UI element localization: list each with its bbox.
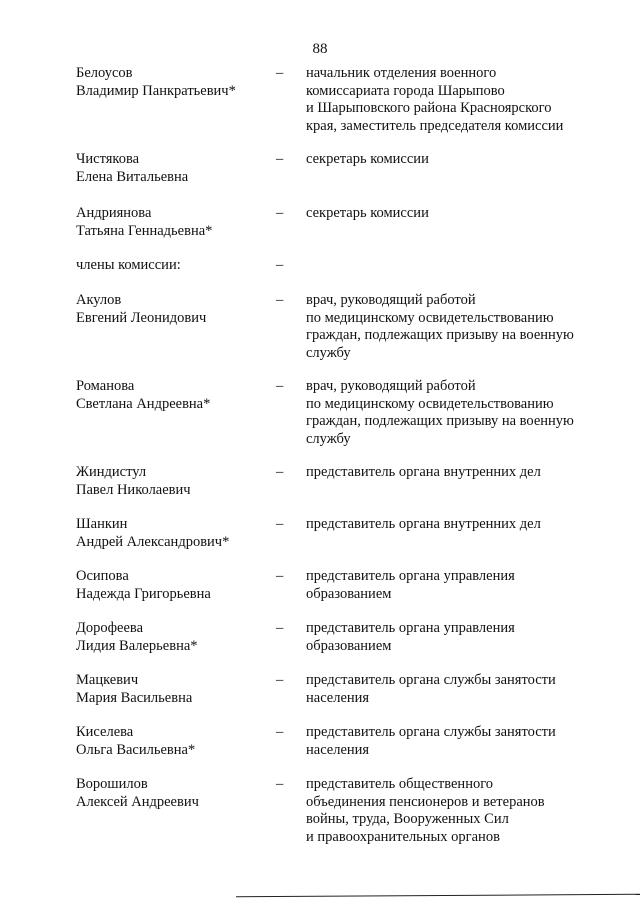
role-line: по медицинскому освидетельствованию: [306, 395, 554, 412]
surname: Мацкевич: [76, 672, 139, 688]
member-name: [76, 151, 276, 186]
dash: –: [276, 205, 284, 221]
member-name: [76, 205, 276, 240]
member-name: [76, 464, 276, 499]
member-role: [306, 516, 606, 534]
dash: –: [276, 516, 284, 532]
dash: –: [276, 257, 284, 273]
role-line: начальник отделения военного: [306, 65, 497, 81]
role-line: населения: [306, 689, 370, 706]
member-name: [76, 516, 276, 551]
member-role: [306, 378, 606, 448]
member-role: [306, 292, 606, 362]
member-name: [76, 65, 276, 100]
role-line: врач, руководящий работой: [306, 378, 476, 394]
member-name: [76, 776, 276, 811]
member-role: [306, 776, 606, 846]
role-line: граждан, подлежащих призыву на военную: [306, 413, 574, 429]
role-line: представитель органа управления: [306, 620, 515, 636]
given-names: Алексей Андреевич: [76, 793, 199, 810]
members-label-text: члены комиссии:: [76, 257, 181, 273]
member-role: [306, 65, 606, 135]
role-line: секретарь комиссии: [306, 205, 429, 221]
role-line: края, заместитель председателя комиссии: [306, 117, 564, 134]
role-line: представитель органа внутренних дел: [306, 464, 541, 480]
member-name: [76, 724, 276, 759]
member-name: [76, 568, 276, 603]
role-line: населения: [306, 741, 370, 758]
role-line: войны, труда, Вооруженных Сил: [306, 811, 509, 827]
surname: Дорофеева: [76, 620, 143, 636]
dash: –: [276, 65, 284, 81]
surname: Чистякова: [76, 151, 140, 167]
role-line: и правоохранительных органов: [306, 828, 500, 845]
given-names: Евгений Леонидович: [76, 309, 207, 326]
surname: Романова: [76, 378, 135, 394]
given-names: Надежда Григорьевна: [76, 585, 211, 602]
given-names: Татьяна Геннадьевна*: [76, 222, 213, 239]
role-line: комиссариата города Шарыпово: [306, 82, 505, 99]
given-names: Андрей Александрович*: [76, 533, 230, 550]
member-name: [76, 378, 276, 413]
given-names: Ольга Васильевна*: [76, 741, 196, 758]
dash: –: [276, 724, 284, 740]
role-line: представитель органа службы занятости: [306, 672, 556, 688]
given-names: Елена Витальевна: [76, 168, 189, 185]
member-role: [306, 568, 606, 603]
surname: Осипова: [76, 568, 129, 584]
role-line: представитель органа службы занятости: [306, 724, 556, 740]
dash: –: [276, 151, 284, 167]
given-names: Мария Васильевна: [76, 689, 193, 706]
role-line: врач, руководящий работой: [306, 292, 476, 308]
dash: –: [276, 378, 284, 394]
dash: –: [276, 620, 284, 636]
dash: –: [276, 292, 284, 308]
role-line: по медицинскому освидетельствованию: [306, 309, 554, 326]
role-line: граждан, подлежащих призыву на военную: [306, 327, 574, 343]
role-line: секретарь комиссии: [306, 151, 429, 167]
members-label: [76, 257, 276, 275]
role-line: образованием: [306, 585, 392, 602]
role-line: образованием: [306, 637, 392, 654]
given-names: Владимир Панкратьевич*: [76, 82, 236, 99]
surname: Жиндистул: [76, 464, 147, 480]
role-line: службу: [306, 430, 351, 447]
bottom-rule: [236, 894, 640, 897]
surname: Белоусов: [76, 65, 133, 81]
member-role: [306, 672, 606, 707]
surname: Шанкин: [76, 516, 128, 532]
role-line: представитель органа управления: [306, 568, 515, 584]
member-role: [306, 620, 606, 655]
given-names: Лидия Валерьевна*: [76, 637, 198, 654]
member-name: [76, 620, 276, 655]
dash: –: [276, 776, 284, 792]
dash: –: [276, 672, 284, 688]
given-names: Светлана Андреевна*: [76, 395, 211, 412]
role-line: службу: [306, 344, 351, 361]
role-line: представитель органа внутренних дел: [306, 516, 541, 532]
surname: Акулов: [76, 292, 122, 308]
member-role: [306, 205, 606, 223]
member-name: [76, 292, 276, 327]
role-line: представитель общественного: [306, 776, 494, 792]
member-role: [306, 151, 606, 169]
role-line: объединения пенсионеров и ветеранов: [306, 793, 545, 810]
member-role: [306, 464, 606, 482]
surname: Киселева: [76, 724, 134, 740]
member-name: [76, 672, 276, 707]
member-role: [306, 724, 606, 759]
surname: Ворошилов: [76, 776, 148, 792]
dash: –: [276, 464, 284, 480]
role-line: и Шарыповского района Красноярского: [306, 100, 552, 116]
surname: Андриянова: [76, 205, 152, 221]
page-number: 88: [312, 41, 328, 57]
given-names: Павел Николаевич: [76, 481, 191, 498]
dash: –: [276, 568, 284, 584]
